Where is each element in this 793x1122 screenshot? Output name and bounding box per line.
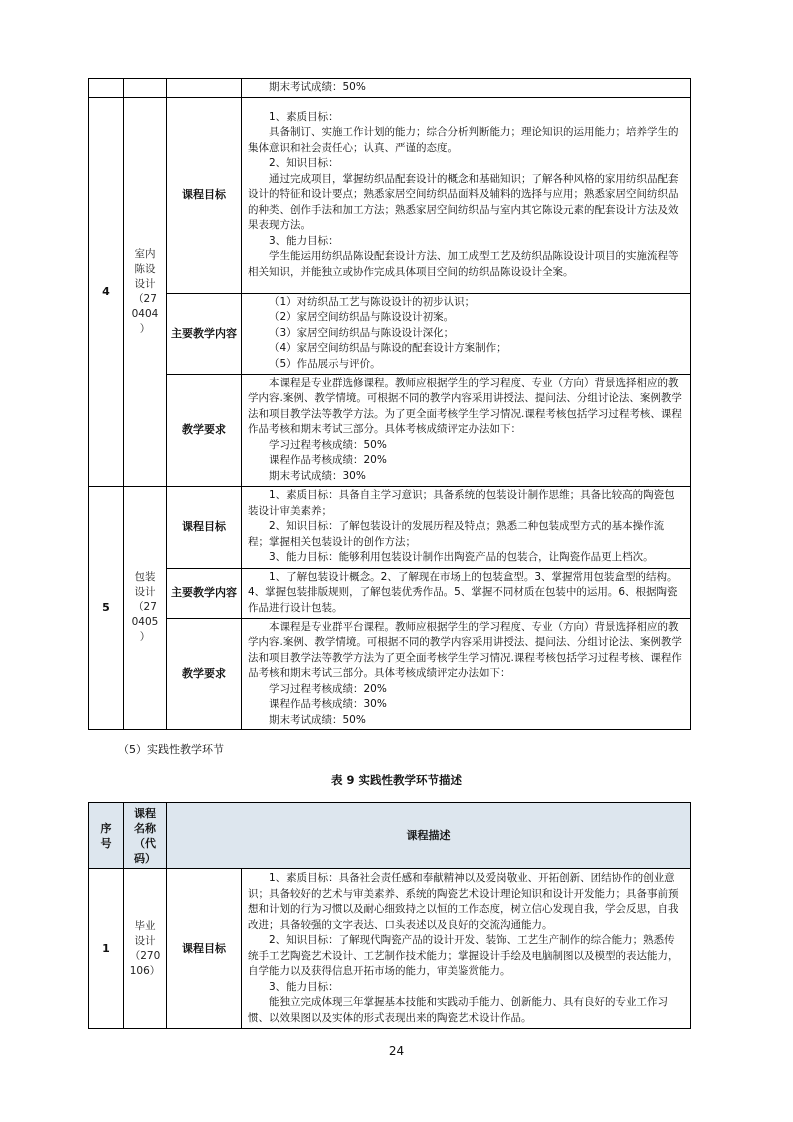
table-row: [89, 374, 691, 486]
content-label: 主要教学内容: [167, 568, 242, 618]
course-name: 毕业 设计 （270 106）: [124, 869, 167, 1029]
header-num: 序号: [89, 803, 124, 869]
score-line: 期末考试成绩：50%: [269, 81, 366, 93]
header-course: 课程名称（代码）: [124, 803, 167, 869]
goals-label: 课程目标: [167, 869, 242, 1029]
requirements-label: 教学要求: [167, 374, 242, 486]
table-row: [89, 869, 691, 1029]
requirements-content: 本课程是专业群平台课程。教师应根据学生的学习程度、专业（方向）背景选择相应的教学内容.案例、教学情境。可根据不同的教学内容采用讲授法、提问法、分组讨论法、案例教学法和项目教学法等教学方法为了更全面考核学生学习情况.课程考核包括学习过程考核、课程作品考核和期末考试三部分。具体考核成绩评定办法如下： 学习过程考核成绩：20% 课程作品考核成绩：30% 期末考试成绩：50%: [242, 618, 691, 730]
course-table-top: [88, 78, 691, 730]
header-desc: 课程描述: [167, 803, 691, 869]
requirements-label: 教学要求: [167, 618, 242, 730]
practice-table: [88, 802, 691, 1029]
requirements-content: 本课程是专业群选修课程。教师应根据学生的学习程度、专业（方向）背景选择相应的教学内容.案例、教学情境。可根据不同的教学内容采用讲授法、提问法、分组讨论法、案例教学法和项目教学法等教学方法。为了更全面考核学生学习情况.课程考核包括学习过程考核、课程作品考核和期末考试三部分。具体考核成绩评定办法如下： 学习过程考核成绩：50% 课程作品考核成绩：20% 期末考试成绩：30%: [242, 374, 691, 486]
content-label: 主要教学内容: [167, 293, 242, 374]
table-header-row: [89, 803, 691, 869]
row-number: 1: [89, 869, 124, 1029]
table-row: [89, 568, 691, 618]
course-name: 包装 设计 （27 0405 ）: [124, 486, 167, 730]
goals-label: 课程目标: [167, 97, 242, 293]
goals-label: 课程目标: [167, 486, 242, 568]
teaching-content: （1）对纺织品工艺与陈设设计的初步认识； （2）家居空间纺织品与陈设设计初案。 （3）家居空间纺织品与陈设设计深化； （4）家居空间纺织品与陈设的配套设计方案制作； （5）作品展示与评价。: [242, 293, 691, 374]
row-number: 4: [89, 97, 124, 486]
goals-content: 1、素质目标：具备社会责任感和奉献精神以及爱岗敬业、开拓创新、团结协作的创业意识；具备较好的艺术与审美素养、系统的陶瓷艺术设计理论知识和设计开发能力；具备事前预想和计划的行为习惯以及耐心细致持之以恒的工作态度，树立信心发现自我，学会反思，自我改进；具备较强的文字表达、口头表述以及良好的交流沟通能力。 2、知识目标：了解现代陶瓷产品的设计开发、装饰、工艺生产制作的综合能力；熟悉传统手工艺陶瓷艺术设计、工艺制作技术能力；掌握设计手绘及电脑制图以及模型的表达能力，自学能力以及获得信息开拓市场的能力，审美鉴赏能力。 3、能力目标： 能独立完成体现三年掌握基本技能和实践动手能力、创新能力、具有良好的专业工作习惯、以效果图以及实体的形式表现出来的陶瓷艺术设计作品。: [242, 869, 691, 1029]
table-caption: 表 9 实践性教学环节描述: [330, 773, 462, 787]
course-name: 室内 陈设 设计 （27 0404 ）: [124, 97, 167, 486]
row-number: 5: [89, 486, 124, 730]
table-row: [89, 618, 691, 730]
teaching-content: 1、了解包装设计概念。2、了解现在市场上的包装盒型。3、掌握常用包装盒型的结构。4、掌握包装排版规则，了解包装优秀作品。5、掌握不同材质在包装中的运用。6、根据陶瓷作品进行设计包装。: [242, 568, 691, 618]
table-row: [89, 293, 691, 374]
section-heading: （5）实践性教学环节: [118, 743, 224, 756]
goals-content: 1、素质目标： 具备制订、实施工作计划的能力；综合分析判断能力；理论知识的运用能力；培养学生的集体意识和社会责任心；认真、严谨的态度。 2、知识目标： 通过完成项目，掌握纺织品配套设计的概念和基础知识；了解各种风格的家用纺织品配套设计的特征和设计要点；熟悉家居空间纺织品面料及辅料的选择与应用；熟悉家居空间纺织品的种类、创作手法和加工方法；熟悉家居空间纺织品与室内其它陈设元素的配套设计方法及效果表现方法。 3、能力目标： 学生能运用纺织品陈设配套设计方法、加工成型工艺及纺织品陈设设计项目的实施流程等相关知识，并能独立或协作完成具体项目空间的纺织品陈设设计全案。: [242, 97, 691, 293]
table-row: [89, 97, 691, 293]
goals-content: 1、素质目标：具备自主学习意识；具备系统的包装设计制作思维；具备比较高的陶瓷包装设计审美素养； 2、知识目标：了解包装设计的发展历程及特点；熟悉二种包装成型方式的基本操作流程；掌握相关包装设计的创作方法； 3、能力目标：能够利用包装设计制作出陶瓷产品的包装合，让陶瓷作品更上档次。: [242, 486, 691, 568]
table-row: [89, 79, 691, 98]
table-row: [89, 486, 691, 568]
page-number: 24: [388, 1044, 405, 1058]
